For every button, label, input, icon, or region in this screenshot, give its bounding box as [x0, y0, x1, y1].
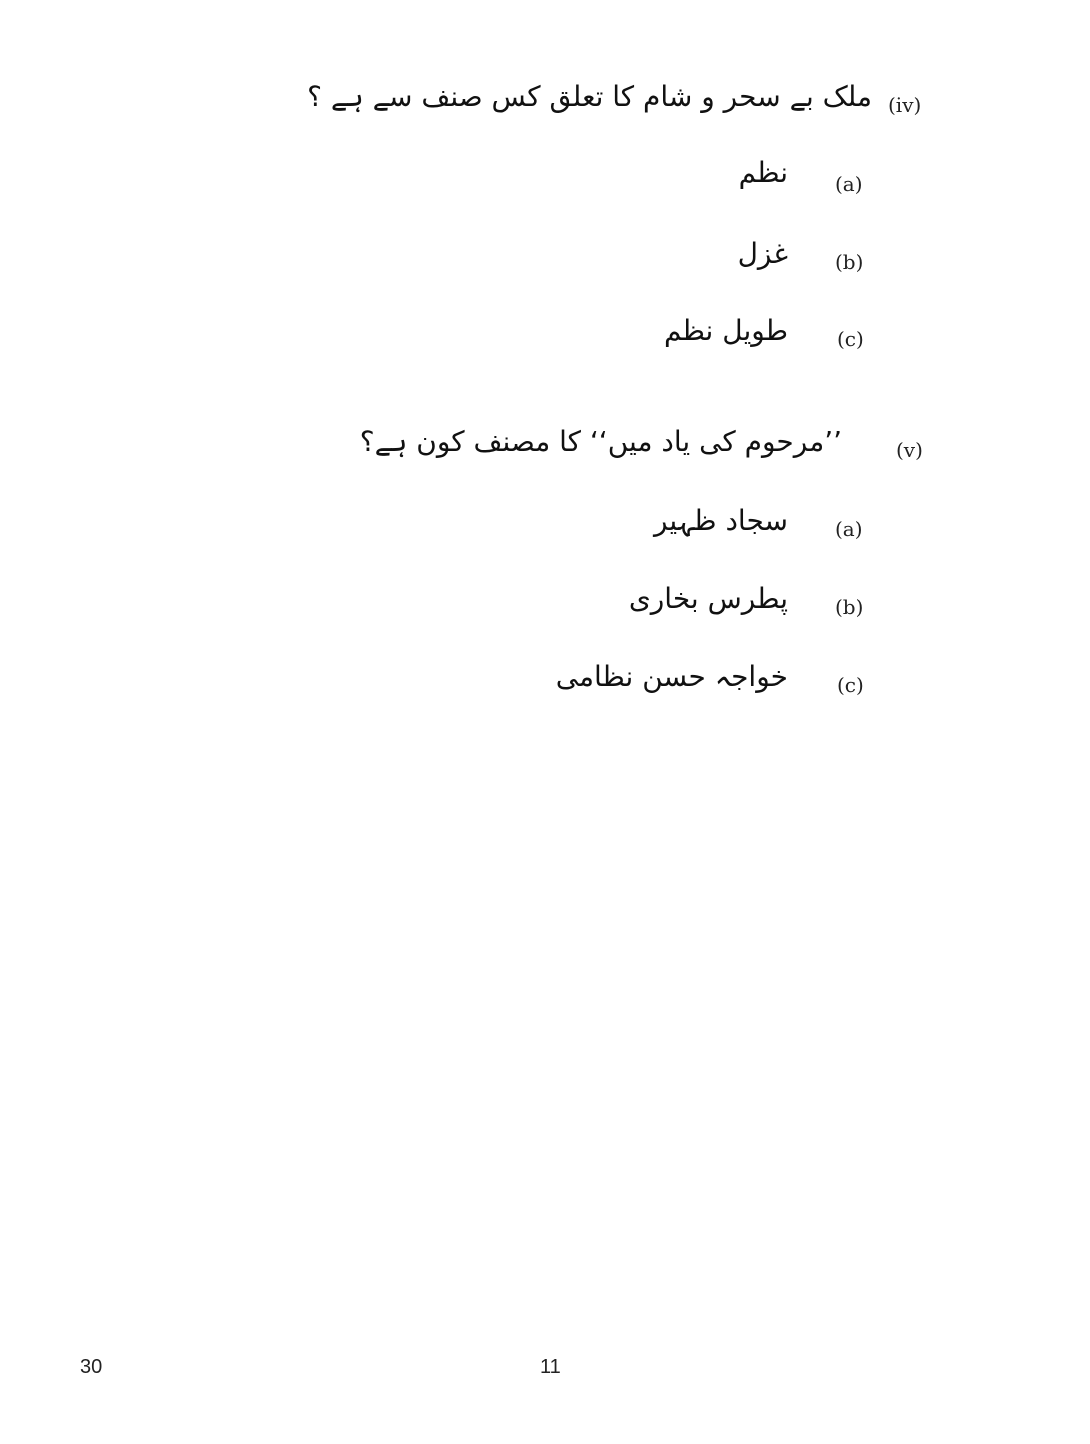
option-text: سجاد ظہیر — [653, 504, 788, 537]
question-text: ’’مرحوم کی یاد میں‘‘ کا مصنف کون ہے؟ — [359, 425, 842, 458]
option-label: (c) — [837, 673, 864, 697]
option-text: خواجہ حسن نظامی — [555, 660, 788, 693]
option-label: (b) — [835, 595, 864, 619]
page-number: 11 — [540, 1356, 561, 1378]
paper-code: 30 — [80, 1356, 103, 1378]
option-text: طویل نظم — [663, 314, 788, 347]
question-number: (iv) — [888, 93, 922, 117]
option-text: غزل — [737, 237, 788, 270]
option-label: (a) — [835, 517, 863, 541]
option-label: (b) — [835, 250, 864, 274]
question-text: ملک بے سحر و شام کا تعلق کس صنف سے ہے ؟ — [307, 80, 872, 113]
option-text: نظم — [738, 156, 788, 189]
option-text: پطرس بخاری — [628, 582, 788, 615]
option-label: (c) — [837, 327, 864, 351]
option-label: (a) — [835, 172, 863, 196]
question-number: (v) — [896, 438, 923, 462]
